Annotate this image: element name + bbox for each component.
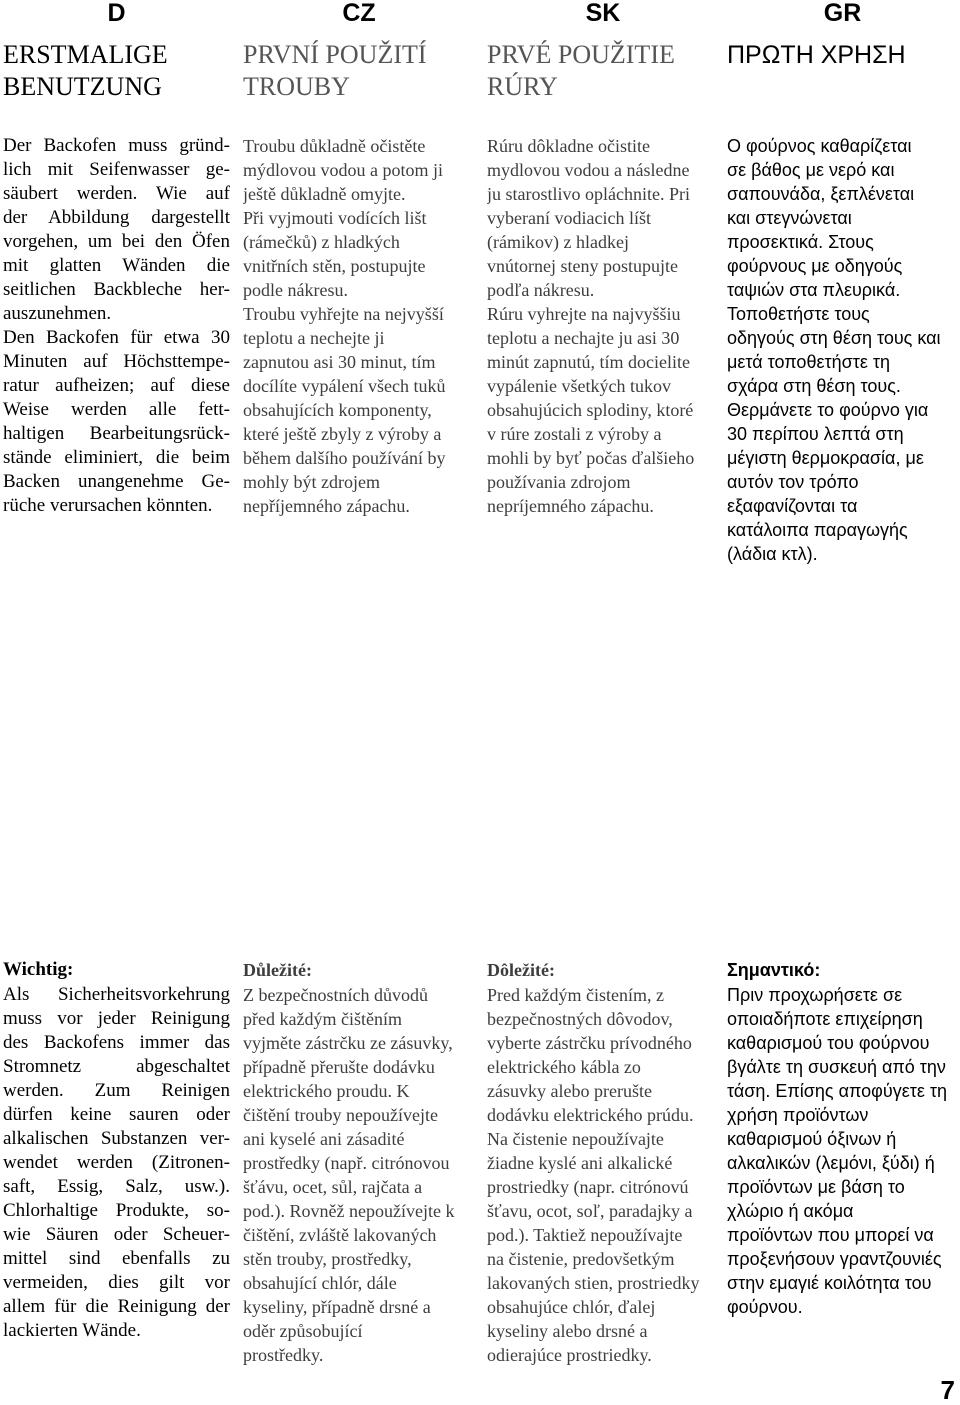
section-title-line: TROUBY <box>243 72 350 101</box>
text-line: prostriedky (napr. citrónovú <box>487 1177 689 1197</box>
text-line: pod.). Rovněž nepoužívejte k <box>243 1201 455 1221</box>
text-line: lakovaných stien, prostriedky <box>487 1273 700 1293</box>
text-line: vermeiden, dies gilt vor <box>3 1272 230 1293</box>
paragraph <box>487 134 719 302</box>
language-label: GR <box>823 0 862 27</box>
text-line: čištění, zvláště lakovaných <box>243 1225 437 1245</box>
text-line: lich mit Seifenwasser ge- <box>3 159 230 180</box>
text-line: auszunehmen. <box>3 303 112 324</box>
text-line: 30 περίπου λεπτά στη <box>727 424 904 444</box>
text-line: Τοποθετήστε τους <box>727 304 870 324</box>
text-line: čištění trouby nepoužívejte <box>243 1105 438 1125</box>
text-line: Na čistenie nepoužívajte <box>487 1129 664 1149</box>
intro-text <box>243 134 475 518</box>
text-line: μέγιστη θερμοκρασία, με <box>727 448 924 468</box>
note-heading: Důležité: <box>243 960 312 980</box>
text-line: používania zdrojom <box>487 472 631 492</box>
text-line: säubert werden. Wie auf <box>3 183 230 204</box>
intro-text <box>727 134 958 566</box>
text-line: elektrického proudu. K <box>243 1081 410 1101</box>
column-greek <box>727 0 958 1404</box>
text-line: Z bezpečnostních důvodů <box>243 985 428 1005</box>
text-line: stěn trouby, prostředky, <box>243 1249 412 1269</box>
text-line: podľa nákresu. <box>487 280 595 300</box>
text-line: Θερμάνετε το φούρνο για <box>727 400 929 420</box>
text-line: obsahujících komponenty, <box>243 400 432 420</box>
text-line: ταψιών στα πλευρικά. <box>727 280 901 300</box>
text-line: βγάλτε τη συσκευή από την <box>727 1057 946 1077</box>
text-line: καθαρισμού όξινων ή <box>727 1129 897 1149</box>
text-line: σαπουνάδα, ξεπλένεται <box>727 184 915 204</box>
text-line: και στεγνώνεται <box>727 208 852 228</box>
text-line: Pred každým čistením, z <box>487 985 664 1005</box>
text-line: vnitřních stěn, postupujte <box>243 256 426 276</box>
text-line: případně přerušte dodávku <box>243 1057 435 1077</box>
text-line: Při vyjmouti vodících lišt <box>243 208 427 228</box>
text-line: Als Sicherheitsvorkehrung <box>3 984 230 1005</box>
paragraph <box>487 302 719 518</box>
text-line: nepríjemného zápachu. <box>487 496 654 516</box>
text-line: εξαφανίζονται τα <box>727 496 858 516</box>
text-line: oděr způsobující <box>243 1321 363 1341</box>
text-line: χρήση προϊόντων <box>727 1105 869 1125</box>
text-line: lackierten Wände. <box>3 1320 141 1341</box>
text-line: werden. Zum Reinigen <box>3 1080 230 1101</box>
text-line: τάση. Επίσης αποφύγετε τη <box>727 1081 947 1101</box>
text-line: kyseliny alebo drsné a <box>487 1321 648 1341</box>
note-heading: Dôležité: <box>487 960 555 980</box>
text-line: teplotu a nechejte ji <box>243 328 385 348</box>
text-line: bezpečnostných dôvodov, <box>487 1009 673 1029</box>
text-line: odierajúce prostriedky. <box>487 1345 652 1365</box>
text-line: v rúre zostali z výroby a <box>487 424 662 444</box>
section-title-line: ERSTMALIGE <box>3 40 168 69</box>
text-line: elektrického kábla zo <box>487 1057 641 1077</box>
paragraph <box>243 983 475 1367</box>
text-line: zásuvky alebo prerušte <box>487 1081 652 1101</box>
text-line: ju starostlivo opláchnite. Pri <box>487 184 690 204</box>
text-line: wie Säuren oder Scheuer- <box>3 1224 230 1245</box>
page-number: 7 <box>940 1375 955 1405</box>
text-line: μετά τοποθετήστε τη <box>727 352 890 372</box>
text-line: obsahující chlór, dále <box>243 1273 397 1293</box>
text-line: vyjměte zástrčku ze zásuvky, <box>243 1033 453 1053</box>
section-title-line: PRVNÍ POUŽITÍ <box>243 40 427 69</box>
paragraph <box>487 1127 719 1367</box>
text-line: σε βάθος με νερό και <box>727 160 895 180</box>
text-line: (rámečků) z hladkých <box>243 232 400 252</box>
text-line: kyseliny, případně drsné a <box>243 1297 431 1317</box>
text-line: nepříjemného zápachu. <box>243 496 410 516</box>
text-line: mydlovou vodou a následne <box>487 160 690 180</box>
note-text <box>727 983 958 1319</box>
paragraph <box>727 983 958 1319</box>
text-line: mit glatten Wänden die <box>3 255 230 276</box>
text-line: Ο φούρνος καθαρίζεται <box>727 136 912 156</box>
section-title-line: ΠΡΩΤΗ ΧΡΗΣΗ <box>727 41 906 69</box>
text-line: podle nákresu. <box>243 280 348 300</box>
note-text <box>487 983 719 1367</box>
text-line: během dalšího používání by <box>243 448 446 468</box>
text-line: rüche verursachen könnten. <box>3 495 213 516</box>
column-czech <box>243 0 475 1404</box>
text-line: (rámikov) z hladkej <box>487 232 629 252</box>
text-line: κατάλοιπα παραγωγής <box>727 520 908 540</box>
text-line: σχάρα στη θέση τους. <box>727 376 901 396</box>
text-line: der Abbildung dargestellt <box>3 207 230 228</box>
text-line: obsahujúcich splodiny, ktoré <box>487 400 694 420</box>
text-line: prostředky. <box>243 1345 324 1365</box>
text-line: ratur aufheizen; auf diese <box>3 375 230 396</box>
text-line: προξενήσουν γραντζουνιές <box>727 1249 942 1269</box>
section-title <box>727 39 958 71</box>
text-line: na čistenie, predovšetkým <box>487 1249 675 1269</box>
text-line: dodávku elektrického prúdu. <box>487 1105 694 1125</box>
column-slovak <box>487 0 719 1404</box>
text-line: vnútornej steny postupujte <box>487 256 678 276</box>
text-line: zapnutou asi 30 minut, tím <box>243 352 436 372</box>
paragraph <box>727 302 958 398</box>
text-line: allem für die Reinigung der <box>3 1296 230 1317</box>
text-line: ještě důkladně omyjte. <box>243 184 406 204</box>
text-line: στην εμαγιέ κοιλότητα του <box>727 1273 932 1293</box>
text-line: vyberte zástrčku prívodného <box>487 1033 692 1053</box>
note-text <box>3 983 230 1343</box>
section-title <box>487 39 719 103</box>
text-line: Rúru vyhrejte na najvyššiu <box>487 304 681 324</box>
text-line: před každým čištěním <box>243 1009 402 1029</box>
note-text <box>243 983 475 1367</box>
paragraph <box>727 398 958 566</box>
text-line: dürfen keine sauren oder <box>3 1104 230 1125</box>
text-line: docílíte vypálení všech tuků <box>243 376 446 396</box>
text-line: obsahujúce chlór, ďalej <box>487 1297 656 1317</box>
text-line: οποιαδήποτε επιχείρηση <box>727 1009 923 1029</box>
paragraph <box>243 134 475 302</box>
text-line: prostředky (např. citrónovou <box>243 1153 450 1173</box>
paragraph <box>487 983 719 1127</box>
text-line: vypálenie všetkých tukov <box>487 376 671 396</box>
text-line: αλκαλικών (λεμόνι, ξύδι) ή <box>727 1153 935 1173</box>
text-line: wendet werden (Zitronen- <box>3 1152 230 1173</box>
text-line: φούρνους με οδηγούς <box>727 256 903 276</box>
text-line: αυτόν τον τρόπο <box>727 472 859 492</box>
text-line: šťavu, ocot, soľ, paradajky a <box>487 1201 693 1221</box>
text-line: které ještě zbyly z výroby a <box>243 424 442 444</box>
intro-text <box>487 134 719 518</box>
paragraph <box>727 134 958 302</box>
text-line: φούρνου. <box>727 1297 803 1317</box>
intro-text <box>3 134 230 518</box>
text-line: muss vor jeder Reinigung <box>3 1008 230 1029</box>
text-line: Der Backofen muss gründ- <box>3 135 230 156</box>
text-line: Troubu důkladně očistěte <box>243 136 426 156</box>
text-line: ani kyselé ani zásadité <box>243 1129 405 1149</box>
text-line: Den Backofen für etwa 30 <box>3 327 230 348</box>
note-heading: Σημαντικό: <box>727 960 821 980</box>
column-german <box>3 0 230 1404</box>
section-title <box>243 39 475 103</box>
text-line: mittel sind ebenfalls zu <box>3 1248 230 1269</box>
paragraph <box>3 983 230 1343</box>
text-line: alkalischen Substanzen ver- <box>3 1128 230 1149</box>
text-line: καθαρισμού του φούρνου <box>727 1033 930 1053</box>
text-line: προϊόντων που μπορεί να <box>727 1225 934 1245</box>
text-line: Backen unangenehme Ge- <box>3 471 230 492</box>
note-heading: Wichtig: <box>3 959 74 980</box>
language-label: D <box>107 0 126 27</box>
text-line: οδηγούς στη θέση τους και <box>727 328 941 348</box>
text-line: Minuten auf Höchsttempe- <box>3 351 230 372</box>
text-line: saft, Essig, Salz, usw.). <box>3 1176 230 1197</box>
text-line: vorgehen, um bei den Öfen <box>3 231 230 252</box>
text-line: mohli by byť počas ďalšieho <box>487 448 695 468</box>
text-line: Troubu vyhřejte na nejvyšší <box>243 304 444 324</box>
text-line: (λάδια κτλ). <box>727 544 818 564</box>
text-line: χλώριο ή ακόμα <box>727 1201 854 1221</box>
text-line: minút zapnutú, tím docielite <box>487 352 690 372</box>
text-line: teplotu a nechajte ju asi 30 <box>487 328 680 348</box>
text-line: des Backofens immer das <box>3 1032 230 1053</box>
section-title-line: PRVÉ POUŽITIE <box>487 40 675 69</box>
text-line: mýdlovou vodou a potom ji <box>243 160 443 180</box>
text-line: seitlichen Backbleche her- <box>3 279 230 300</box>
paragraph <box>3 326 230 518</box>
text-line: stände eliminiert, die beim <box>3 447 230 468</box>
text-line: Stromnetz abgeschaltet <box>3 1056 230 1077</box>
text-line: pod.). Taktiež nepoužívajte <box>487 1225 683 1245</box>
section-title-line: RÚRY <box>487 72 558 101</box>
section-title <box>3 39 230 103</box>
text-line: προϊόντων με βάση το <box>727 1177 905 1197</box>
text-line: žiadne kyslé ani alkalické <box>487 1153 673 1173</box>
text-line: vyberaní vodiacich líšt <box>487 208 651 228</box>
text-line: Chlorhaltige Produkte, so- <box>3 1200 230 1221</box>
language-label: SK <box>585 0 621 27</box>
text-line: Πριν προχωρήσετε σε <box>727 985 903 1005</box>
text-line: Rúru dôkladne očistite <box>487 136 650 156</box>
text-line: šťávu, ocet, sůl, rajčata a <box>243 1177 423 1197</box>
paragraph <box>243 302 475 518</box>
section-title-line: BENUTZUNG <box>3 72 162 101</box>
text-line: Weise werden alle fett- <box>3 399 230 420</box>
text-line: haltigen Bearbeitungsrück- <box>3 423 230 444</box>
text-line: προσεκτικά. Στους <box>727 232 874 252</box>
paragraph <box>3 134 230 326</box>
text-line: mohly být zdrojem <box>243 472 380 492</box>
language-label: CZ <box>342 0 376 27</box>
